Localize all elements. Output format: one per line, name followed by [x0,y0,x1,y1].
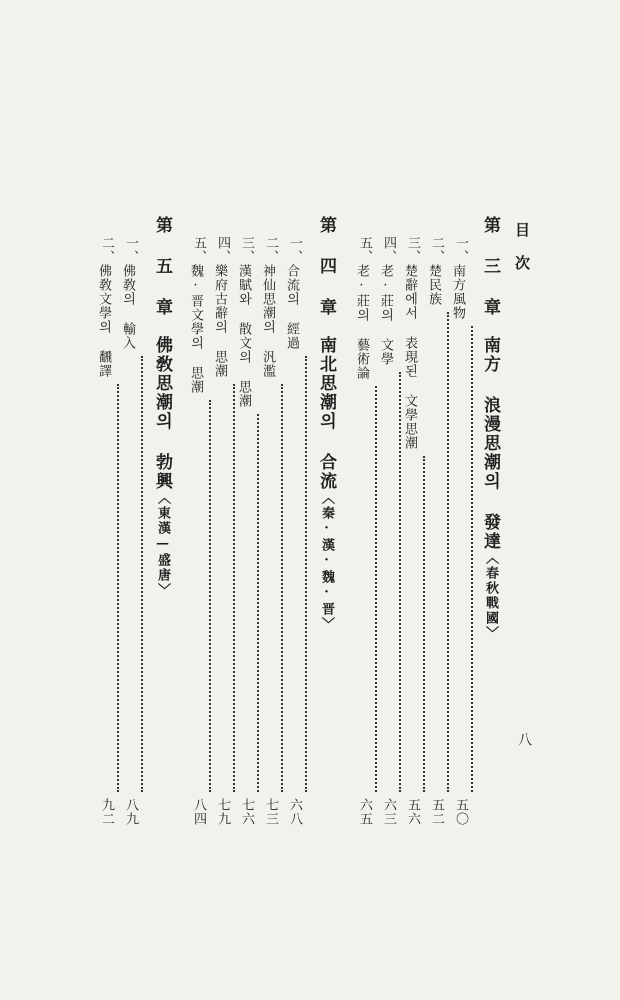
toc-entry[interactable] [352,236,377,826]
chapter-heading [150,216,175,598]
dot-leader [375,386,377,792]
chapter-period: 〈春秋戰國〉 [483,551,498,641]
entry-number: 一、 [123,236,138,264]
chapter-title: 第 四 章 南北思潮의 合流 [316,216,336,491]
toc-entry[interactable] [424,236,449,826]
dot-leader [209,400,211,792]
toc-entry[interactable] [186,236,211,826]
entry-number: 一、 [453,236,468,264]
entry-number: 五、 [357,236,372,264]
entry-number: 三、 [239,236,254,264]
entry-title: 楚辭에서 表現된 文學思潮 [402,264,417,450]
toc-entry[interactable] [400,236,425,826]
entry-page: 七六 [239,798,254,826]
entry-title: 佛敎文學의 飜譯 [96,264,111,378]
entry-page: 六五 [357,798,372,826]
dot-leader [141,356,143,792]
entry-page: 七三 [263,798,278,826]
dot-leader [399,372,401,792]
entry-title: 佛敎의 輸入 [120,264,135,350]
entry-title: 神仙思潮의 汎濫 [260,264,275,378]
toc-entry[interactable] [448,236,473,826]
entry-number: 二、 [429,236,444,264]
dot-leader [471,326,473,792]
entry-number: 二、 [263,236,278,264]
dot-leader [447,312,449,792]
entry-page: 八四 [191,798,206,826]
dot-leader [117,384,119,792]
entry-title: 魏·晋文學의 思潮 [188,264,203,394]
toc-entry[interactable] [234,236,259,826]
entry-page: 六三 [381,798,396,826]
chapter-heading [478,216,503,641]
toc-entry[interactable] [376,236,401,826]
toc-entry[interactable] [210,236,235,826]
entry-title: 合流의 經過 [284,264,299,350]
toc-entry[interactable] [118,236,143,826]
entry-page: 五二 [429,798,444,826]
entry-title: 楚民族 [426,264,441,306]
chapter-period: 〈秦·漢·魏·晋〉 [319,491,334,632]
dot-leader [423,456,425,792]
dot-leader [257,414,259,792]
toc-entry[interactable] [258,236,283,826]
entry-title: 老·莊의 文學 [378,264,393,366]
entry-page: 九二 [99,798,114,826]
entry-title: 樂府古辭의 思潮 [212,264,227,378]
chapter-title: 第 五 章 佛敎思潮의 勃興 [152,216,172,491]
chapter-title: 第 三 章 南方 浪漫思潮의 發達 [480,216,500,551]
entry-page: 五〇 [453,798,468,826]
entry-number: 四、 [215,236,230,264]
entry-page: 八九 [123,798,138,826]
chapter-heading [314,216,339,632]
running-header: 目 次 [513,222,531,270]
toc-entry[interactable] [94,236,119,826]
entry-page: 五六 [405,798,420,826]
page-number: 八 [516,732,532,746]
entry-number: 三、 [405,236,420,264]
toc-entry[interactable] [282,236,307,826]
entry-title: 南方風物 [450,264,465,320]
entry-number: 二、 [99,236,114,264]
entry-page: 六八 [287,798,302,826]
dot-leader [281,384,283,792]
chapter-period: 〈東漢—盛唐〉 [155,491,170,598]
entry-title: 漢賦와 散文의 思潮 [236,264,251,408]
entry-number: 四、 [381,236,396,264]
entry-number: 五、 [191,236,206,264]
entry-number: 一、 [287,236,302,264]
entry-page: 七九 [215,798,230,826]
dot-leader [233,384,235,792]
dot-leader [305,356,307,792]
entry-title: 老·莊의 藝術論 [354,264,369,380]
